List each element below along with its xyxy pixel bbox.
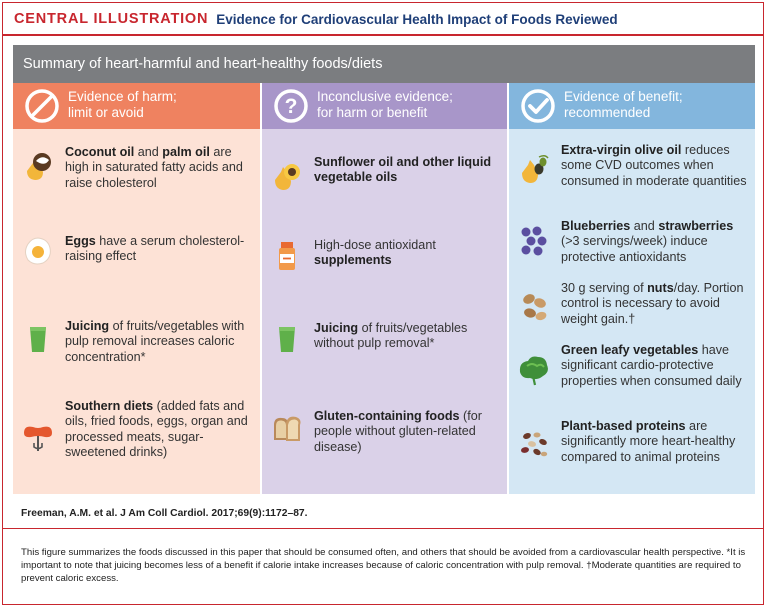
benefit-item-text: 30 g serving of nuts/day. Portion control is necessary to avoid weight gain.†	[561, 281, 744, 326]
benefit-column-header	[509, 83, 755, 129]
svg-text:?: ?	[284, 95, 298, 118]
benefit-item-text: Plant-based proteins are significantly more heart-healthy compared to animal proteins	[561, 419, 736, 464]
coconut-oil-icon	[21, 149, 55, 183]
central-illustration-label: CENTRAL ILLUSTRATION	[14, 11, 209, 27]
juice-glass-icon	[270, 322, 304, 356]
nuts-icon	[517, 289, 551, 323]
prohibited-icon	[23, 87, 61, 125]
sunflower-oil-icon	[270, 159, 304, 193]
benefit-item-text: Green leafy vegetables have significant cardio-protective properties when consumed daily	[561, 343, 742, 388]
leafy-greens-icon	[517, 352, 551, 386]
benefit-item-text: Extra-virgin olive oil reduces some CVD outcomes when consumed in moderate quantities	[561, 143, 747, 188]
benefit-heading: Evidence of benefit; recommended	[564, 89, 683, 120]
olive-oil-icon	[517, 152, 551, 186]
inconclusive-item-text: High-dose antioxidant supplements	[314, 238, 436, 268]
harm-heading: Evidence of harm; limit or avoid	[68, 89, 177, 120]
harm-item-text: Juicing of fruits/vegetables with pulp removal increases caloric concentration*	[65, 319, 245, 364]
footnote: This figure summarizes the foods discussed in this paper that should be consumed often, and others that should be avoided from a cardiovascular health perspective. *It is important to note that juicing becomes less of a benefit if calorie intake increases because of caloric concentration with pulp removal. †Moderate quantities are required to prevent caloric excess.	[21, 547, 746, 584]
harm-item-text: Southern diets (added fats and oils, fried foods, eggs, organ and processed meats, sugar-sweetened drinks)	[65, 399, 248, 460]
beans-icon	[517, 427, 551, 461]
inconclusive-heading: Inconclusive evidence; for harm or benefit	[317, 89, 453, 120]
inconclusive-item-text: Juicing of fruits/vegetables without pulp removal*	[314, 321, 468, 351]
harm-item-text: Coconut oil and palm oil are high in saturated fatty acids and raise cholesterol	[65, 145, 243, 190]
summary-title: Summary of heart-harmful and heart-healthy foods/diets	[23, 56, 383, 72]
checkmark-icon	[519, 87, 557, 125]
juice-glass-icon	[21, 322, 55, 356]
sausage-fork-icon	[21, 419, 55, 453]
summary-bar	[13, 45, 755, 83]
bread-icon	[270, 411, 304, 445]
inconclusive-item-text: Sunflower oil and other liquid vegetable oils	[314, 155, 492, 185]
benefit-item-text: Blueberries and strawberries (>3 servings/week) induce protective antioxidants	[561, 219, 734, 264]
citation: Freeman, A.M. et al. J Am Coll Cardiol. 2017;69(9):1172–87.	[21, 508, 308, 519]
figure-title: Evidence for Cardiovascular Health Impact of Foods Reviewed	[216, 11, 618, 27]
egg-icon	[21, 234, 55, 268]
berries-icon	[517, 223, 551, 257]
benefit-column	[509, 83, 755, 494]
citation-divider	[2, 528, 764, 529]
inconclusive-column	[262, 83, 507, 494]
foods-panel	[13, 45, 755, 494]
question-icon	[272, 87, 310, 125]
harm-column-header	[13, 83, 260, 129]
inconclusive-column-header	[262, 83, 507, 129]
harm-item-text: Eggs have a serum cholesterol-raising effect	[65, 234, 245, 264]
inconclusive-item-text: Gluten-containing foods (for people without gluten-related disease)	[314, 409, 482, 454]
title-divider	[2, 34, 764, 36]
supplement-bottle-icon	[270, 239, 304, 273]
title-row	[14, 9, 618, 29]
harm-column	[13, 83, 260, 494]
